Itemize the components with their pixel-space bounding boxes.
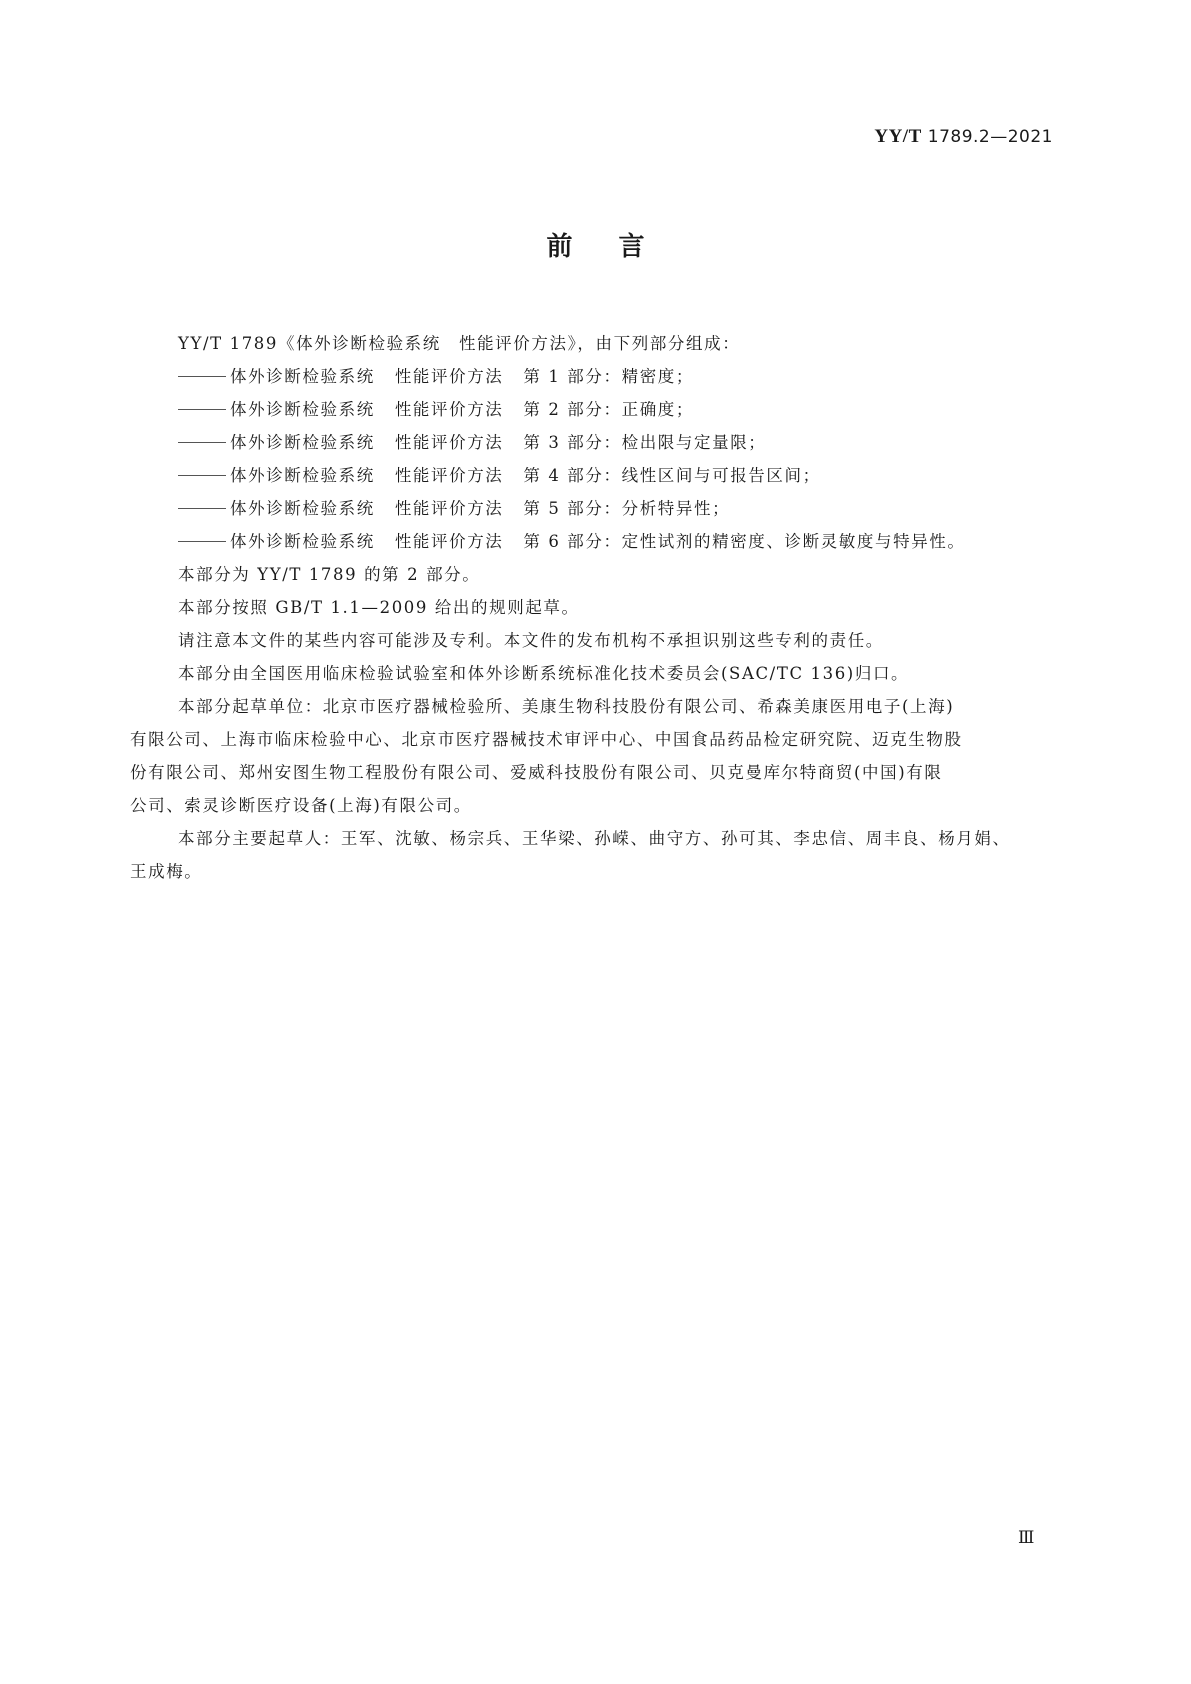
part-method: 性能评价方法 — [394, 433, 504, 452]
foreword-body — [130, 327, 1056, 888]
drafters-paragraph — [130, 822, 1056, 888]
part-method: 性能评价方法 — [394, 532, 504, 551]
part-series: 体外诊断检验系统 — [230, 367, 375, 386]
part-item — [130, 492, 1056, 525]
em-dash-icon — [178, 409, 226, 410]
em-dash-icon — [178, 508, 226, 509]
part-series: 体外诊断检验系统 — [230, 433, 375, 452]
committee-statement: 本部分由全国医用临床检验试验室和体外诊断系统标准化技术委员会(SAC/TC 136)归口。 — [178, 664, 910, 683]
part-item — [130, 393, 1056, 426]
part-method: 性能评价方法 — [394, 466, 504, 485]
drafting-rules-statement: 本部分按照 GB/T 1.1—2009 给出的规则起草。 — [178, 598, 580, 617]
part-method: 性能评价方法 — [394, 499, 504, 518]
standard-number: 1789.2—2021 — [927, 127, 1053, 147]
part-series: 体外诊断检验系统 — [230, 499, 375, 518]
part-title: 第 1 部分：精密度； — [523, 367, 695, 386]
part-series: 体外诊断检验系统 — [230, 466, 375, 485]
page-number: Ⅲ — [1018, 1528, 1035, 1548]
part-title: 第 5 部分：分析特异性； — [523, 499, 731, 518]
em-dash-icon — [178, 442, 226, 443]
part-title: 第 6 部分：定性试剂的精密度、诊断灵敏度与特异性。 — [523, 532, 966, 551]
drafting-units-line: 公司、索灵诊断医疗设备(上海)有限公司。 — [130, 796, 472, 815]
part-item — [130, 459, 1056, 492]
part-title: 第 3 部分：检出限与定量限； — [523, 433, 767, 452]
part-title: 第 2 部分：正确度； — [523, 400, 695, 419]
drafters-line: 王成梅。 — [130, 862, 203, 881]
part-item — [130, 360, 1056, 393]
standard-code-header — [874, 126, 1053, 148]
intro-line: YY/T 1789《体外诊断检验系统 性能评价方法》，由下列部分组成： — [178, 334, 741, 353]
em-dash-icon — [178, 541, 226, 542]
patent-notice: 请注意本文件的某些内容可能涉及专利。本文件的发布机构不承担识别这些专利的责任。 — [178, 631, 884, 650]
part-method: 性能评价方法 — [394, 367, 504, 386]
drafters-line: 本部分主要起草人：王军、沈敏、杨宗兵、王华梁、孙嵘、曲守方、孙可其、李忠信、周丰良、杨月娟、 — [178, 829, 1011, 848]
drafting-units-paragraph — [130, 690, 1056, 822]
part-series: 体外诊断检验系统 — [230, 400, 375, 419]
part-item — [130, 525, 1056, 558]
em-dash-icon — [178, 475, 226, 476]
part-method: 性能评价方法 — [394, 400, 504, 419]
drafting-units-line: 本部分起草单位：北京市医疗器械检验所、美康生物科技股份有限公司、希森美康医用电子(上海) — [178, 697, 955, 716]
standard-prefix: YY/T — [874, 126, 922, 147]
part-of-statement: 本部分为 YY/T 1789 的第 2 部分。 — [178, 565, 481, 584]
em-dash-icon — [178, 376, 226, 377]
page-title: 前言 — [546, 232, 691, 262]
drafting-units-line: 份有限公司、郑州安图生物工程股份有限公司、爱威科技股份有限公司、贝克曼库尔特商贸(中国)有限 — [130, 763, 943, 782]
drafting-units-line: 有限公司、上海市临床检验中心、北京市医疗器械技术审评中心、中国食品药品检定研究院、迈克生物股 — [130, 730, 963, 749]
part-item — [130, 426, 1056, 459]
part-series: 体外诊断检验系统 — [230, 532, 375, 551]
part-title: 第 4 部分：线性区间与可报告区间； — [523, 466, 821, 485]
